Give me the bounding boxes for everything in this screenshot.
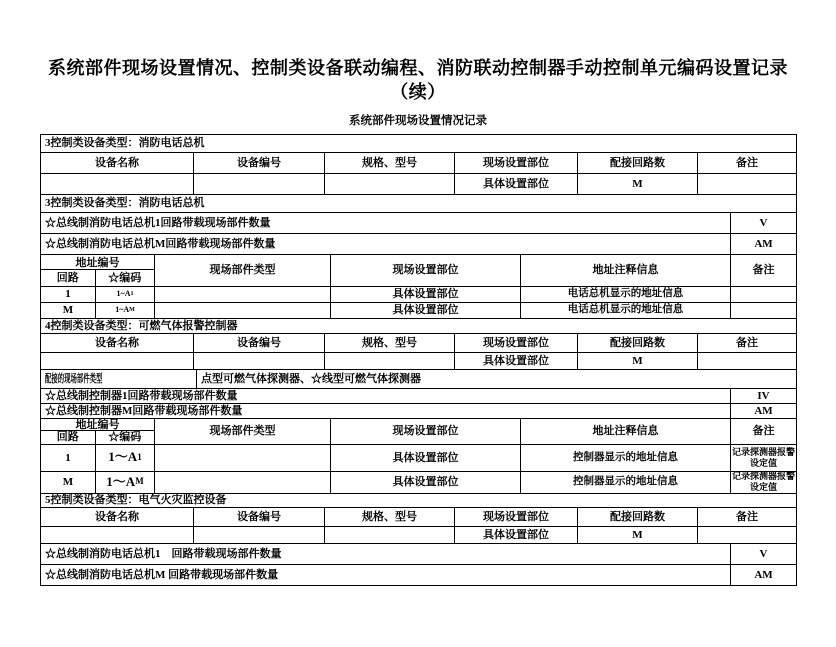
col-header-loop-count: 配接回路数 bbox=[578, 508, 698, 527]
section4-device-row bbox=[41, 353, 797, 370]
addr-note-cell bbox=[731, 303, 797, 319]
addr-part-type-cell bbox=[155, 287, 331, 303]
addr-info-cell: 控制器显示的地址信息 bbox=[521, 445, 731, 472]
addr-code-sub: 1 bbox=[137, 451, 142, 462]
section4-type-label: 4控制类设备类型：可燃气体报警控制器 bbox=[41, 319, 797, 334]
star-row-value: IV bbox=[731, 389, 797, 404]
col-header-site-location: 现场设置部位 bbox=[455, 508, 578, 527]
addr-note-cell: 记录探测器报警设定值 bbox=[731, 445, 797, 472]
addr-header-group-label: 地址编号 bbox=[41, 255, 154, 271]
addr-location-cell: 具体设置部位 bbox=[331, 472, 521, 494]
addr-part-type-cell bbox=[155, 303, 331, 319]
section3-star-row-2 bbox=[41, 234, 797, 255]
section4-type-row bbox=[41, 319, 797, 334]
star-row-value: AM bbox=[731, 565, 797, 586]
col-header-device-no: 设备编号 bbox=[194, 508, 325, 527]
remarks-cell bbox=[698, 353, 797, 370]
addr-location-cell: 具体设置部位 bbox=[331, 287, 521, 303]
section4-star-row-1 bbox=[41, 389, 797, 404]
col-header-device-no: 设备编号 bbox=[194, 153, 325, 174]
col-header-spec-model: 规格、型号 bbox=[325, 334, 455, 353]
addr-part-type-cell bbox=[155, 445, 331, 472]
star-row-value: V bbox=[731, 213, 797, 234]
section5-type-label: 5控制类设备类型：电气火灾监控设备 bbox=[41, 494, 797, 508]
addr-code-cell bbox=[96, 445, 155, 472]
addr-location-cell: 具体设置部位 bbox=[331, 303, 521, 319]
section3-header-row bbox=[41, 153, 797, 174]
parts-type-label bbox=[41, 370, 197, 389]
section3-addr-row-2 bbox=[41, 303, 797, 319]
device-no-cell bbox=[194, 527, 325, 544]
section3-addr-header-row bbox=[41, 255, 797, 287]
addr-info-cell: 控制器显示的地址信息 bbox=[521, 472, 731, 494]
addr-code-sub: M bbox=[129, 306, 135, 313]
col-header-spec-model: 规格、型号 bbox=[325, 508, 455, 527]
section3-type-row bbox=[41, 135, 797, 153]
addr-code-prefix: 1～A bbox=[106, 473, 136, 489]
device-no-cell bbox=[194, 174, 325, 195]
section4-addr-header-row bbox=[41, 419, 797, 445]
device-name-cell bbox=[41, 353, 194, 370]
col-header-device-name: 设备名称 bbox=[41, 334, 194, 353]
device-name-cell bbox=[41, 174, 194, 195]
section4-addr-row-1 bbox=[41, 445, 797, 472]
spec-model-cell bbox=[325, 174, 455, 195]
addr-note-cell: 记录探测器报警设定值 bbox=[732, 471, 796, 493]
star-row-value: AM bbox=[731, 234, 797, 255]
addr-part-type-cell bbox=[155, 472, 331, 494]
section3-addr-row-1 bbox=[41, 287, 797, 303]
section3-device-row bbox=[41, 174, 797, 195]
addr-header-note: 备注 bbox=[731, 255, 797, 287]
section4-addr-row-2 bbox=[41, 472, 797, 494]
section3-type-row-repeat bbox=[41, 195, 797, 213]
section3-star-row-1 bbox=[41, 213, 797, 234]
col-header-loop-count: 配接回路数 bbox=[578, 334, 698, 353]
addr-header-group bbox=[41, 255, 155, 287]
star-row-value: AM bbox=[731, 404, 797, 419]
star-row-label: ☆总线制控制器M回路带载现场部件数量 bbox=[41, 404, 731, 419]
record-table bbox=[40, 134, 797, 586]
col-header-remarks: 备注 bbox=[698, 508, 797, 527]
addr-header-loop: 回路 bbox=[41, 431, 96, 444]
col-header-spec-model: 规格、型号 bbox=[325, 153, 455, 174]
device-name-cell bbox=[41, 527, 194, 544]
section4-star-row-2 bbox=[41, 404, 797, 419]
addr-location-cell: 具体设置部位 bbox=[331, 445, 521, 472]
addr-loop-cell: 1 bbox=[41, 445, 96, 472]
table-subtitle: 系统部件现场设置情况记录 bbox=[349, 114, 487, 127]
section3-type-label: 3控制类设备类型：消防电话总机 bbox=[41, 135, 797, 153]
addr-loop-cell: M bbox=[41, 303, 96, 319]
star-row-label: ☆总线制控制器1回路带载现场部件数量 bbox=[41, 389, 731, 404]
addr-header-part-type: 现场部件类型 bbox=[155, 255, 331, 287]
parts-type-value: 点型可燃气体探测器、☆线型可燃气体探测器 bbox=[197, 370, 797, 389]
addr-code-cell bbox=[96, 287, 155, 303]
addr-header-info: 地址注释信息 bbox=[521, 255, 731, 287]
star-row-label: ☆总线制消防电话总机M 回路带载现场部件数量 bbox=[41, 565, 731, 586]
addr-header-part-type: 现场部件类型 bbox=[155, 419, 331, 445]
addr-loop-cell: 1 bbox=[41, 287, 96, 303]
col-header-loop-count: 配接回路数 bbox=[578, 153, 698, 174]
page-title: 系统部件现场设置情况、控制类设备联动编程、消防联动控制器手动控制单元编码设置记录（续） bbox=[48, 58, 788, 103]
site-location-cell: 具体设置部位 bbox=[455, 174, 578, 195]
addr-header-group bbox=[41, 419, 155, 445]
section4-parts-row bbox=[41, 370, 797, 389]
addr-code-prefix: 1～A bbox=[108, 449, 138, 465]
col-header-site-location: 现场设置部位 bbox=[455, 334, 578, 353]
star-row-label: ☆总线制消防电话总机M回路带载现场部件数量 bbox=[41, 234, 731, 255]
addr-note-cell bbox=[731, 287, 797, 303]
site-location-cell: 具体设置部位 bbox=[455, 527, 578, 544]
col-header-device-no: 设备编号 bbox=[194, 334, 325, 353]
col-header-remarks: 备注 bbox=[698, 153, 797, 174]
addr-header-note: 备注 bbox=[731, 419, 797, 445]
addr-code-prefix: 1~A bbox=[115, 304, 130, 314]
spec-model-cell bbox=[325, 527, 455, 544]
addr-code-sub: 1 bbox=[130, 290, 134, 297]
addr-header-code: ☆编码 bbox=[108, 271, 142, 284]
section5-header-row bbox=[41, 508, 797, 527]
remarks-cell bbox=[698, 174, 797, 195]
addr-info-cell: 电话总机显示的地址信息 bbox=[521, 303, 731, 319]
star-row-label: ☆总线制消防电话总机1 回路带载现场部件数量 bbox=[41, 544, 731, 565]
addr-header-location: 现场设置部位 bbox=[331, 255, 521, 287]
col-header-device-name: 设备名称 bbox=[41, 508, 194, 527]
loop-count-cell: M bbox=[578, 527, 698, 544]
section5-device-row bbox=[41, 527, 797, 544]
star-row-value: V bbox=[731, 544, 797, 565]
section4-header-row bbox=[41, 334, 797, 353]
loop-count-cell: M bbox=[578, 174, 698, 195]
addr-header-location: 现场设置部位 bbox=[331, 419, 521, 445]
section5-star-row-1 bbox=[41, 544, 797, 565]
addr-header-info: 地址注释信息 bbox=[521, 419, 731, 445]
section5-type-row bbox=[41, 494, 797, 508]
site-location-cell: 具体设置部位 bbox=[455, 353, 578, 370]
addr-header-group-label: 地址编号 bbox=[41, 419, 154, 432]
addr-code-cell bbox=[96, 472, 155, 494]
section3-type-label-repeat: 3控制类设备类型：消防电话总机 bbox=[41, 195, 797, 213]
addr-code-prefix: 1~A bbox=[116, 288, 131, 298]
spec-model-cell bbox=[325, 353, 455, 370]
addr-header-loop: 回路 bbox=[41, 270, 96, 286]
remarks-cell bbox=[698, 527, 797, 544]
addr-loop-cell: M bbox=[41, 472, 96, 494]
addr-info-cell: 电话总机显示的地址信息 bbox=[521, 287, 731, 303]
addr-header-code: ☆编码 bbox=[108, 431, 142, 444]
loop-count-cell: M bbox=[578, 353, 698, 370]
device-no-cell bbox=[194, 353, 325, 370]
star-row-label: ☆总线制消防电话总机1回路带载现场部件数量 bbox=[41, 213, 731, 234]
col-header-device-name: 设备名称 bbox=[41, 153, 194, 174]
addr-code-sub: M bbox=[135, 476, 144, 487]
col-header-remarks: 备注 bbox=[698, 334, 797, 353]
col-header-site-location: 现场设置部位 bbox=[455, 153, 578, 174]
parts-type-label-text: 配接的现场部件类型 bbox=[45, 372, 103, 385]
addr-code-cell bbox=[96, 303, 155, 319]
section5-star-row-2 bbox=[41, 565, 797, 586]
